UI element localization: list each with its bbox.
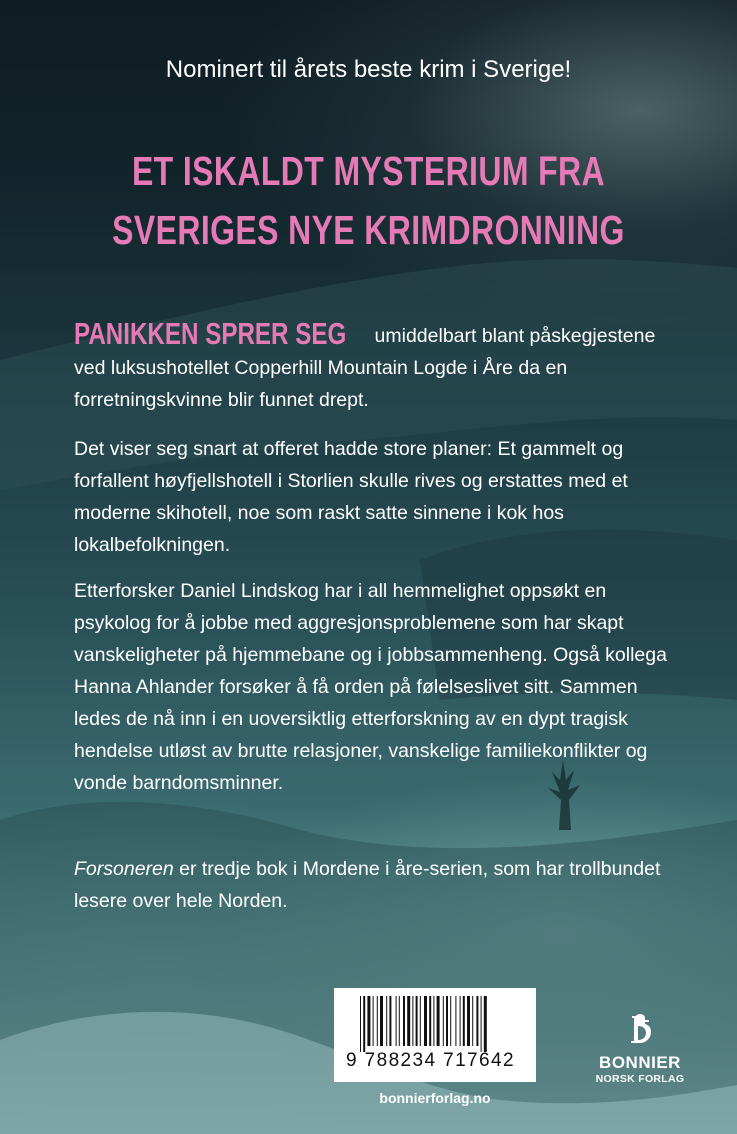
barcode-bar [373, 996, 374, 1046]
tagline-line-1: ET ISKALDT MYSTERIUM FRA [131, 148, 606, 194]
book-title-italic: Forsoneren [74, 858, 174, 880]
isbn-barcode [334, 988, 536, 1082]
barcode-bar [403, 996, 405, 1046]
barcode-bar [460, 996, 461, 1046]
barcode-bar [416, 996, 418, 1046]
publisher-subtitle: NORSK FORLAG [595, 1073, 685, 1085]
barcode-bar [437, 996, 440, 1046]
blurb-lead-phrase: PANIKKEN SPRER SEG [74, 316, 347, 351]
blurb-paragraph-1-text: umiddelbart blant påskegjestene ved luksushotellet Copperhill Mountain Logde i Åre da en forretningskvinne blir funnet drept. [74, 325, 656, 411]
blurb-paragraph-3: Etterforsker Daniel Lindskog har i all hemmelighet oppsøkt en psykolog for å jobbe med aggresjonsproblemene som har skapt vanskeligheter på hjemmebane og i jobbsammenheng. Også kollega Hanna Ahlander forsøker å få orden på følelseslivet sitt. Sammen ledes de nå inn i en uoversiktlig etterforskning av en dypt tragisk hendelse utløst av brutte relasjoner, vanskelige familiekonflikter og vonde barndomsminner. [74, 580, 667, 794]
barcode-bar [472, 996, 473, 1046]
barcode-bar [399, 996, 400, 1046]
tagline-line-2: SVERIGES NYE KRIMDRONNING [112, 207, 625, 253]
barcode-bar [476, 996, 478, 1046]
barcode-bar [484, 996, 487, 1052]
blurb-paragraph-4 [74, 853, 674, 917]
barcode-bar [429, 996, 431, 1046]
barcode-bar [424, 996, 427, 1046]
barcode-bar [412, 996, 413, 1046]
barcode-bar [396, 996, 397, 1046]
barcode-bar [363, 996, 365, 1052]
blurb-paragraph-1 [74, 318, 674, 416]
barcode-bar [455, 996, 456, 1046]
publisher-logo [590, 1012, 690, 1085]
barcode-bar [380, 996, 383, 1046]
blurb-paragraph-4-text: er tredje bok i Mordene i åre-serien, som har trollbundet lesere over hele Norden. [74, 858, 661, 912]
barcode-bar [450, 996, 451, 1046]
barcode-bar [389, 996, 391, 1046]
barcode-bar [443, 996, 444, 1046]
publisher-website: bonnierforlag.no [379, 1090, 491, 1106]
barcode-bar [420, 996, 421, 1046]
barcode-bar [481, 996, 482, 1052]
barcode-bar [377, 996, 378, 1046]
isbn-number: 9 788234 717642 [346, 1050, 515, 1071]
barcode-bar [446, 996, 448, 1046]
barcode-bar [467, 996, 470, 1046]
barcode-bar [360, 996, 361, 1052]
barcode-bar [386, 996, 387, 1046]
barcode-bar [407, 996, 410, 1046]
blurb-paragraph-2: Det viser seg snart at offeret hadde store planer: Et gammelt og forfallent høyfjellshotell i Storlien skulle rives og erstattes med et moderne skihotell, noe som raskt satte sinnene i kok hos lokalbefolkningen. [74, 438, 628, 556]
nomination-line: Nominert til årets beste krim i Sverige! [165, 56, 572, 83]
barcode-bar [463, 996, 465, 1046]
barcode-bar [367, 996, 370, 1046]
publisher-name: BONNIER [599, 1053, 681, 1072]
bonnier-b-icon [625, 1012, 655, 1046]
barcode-bar [433, 996, 434, 1046]
